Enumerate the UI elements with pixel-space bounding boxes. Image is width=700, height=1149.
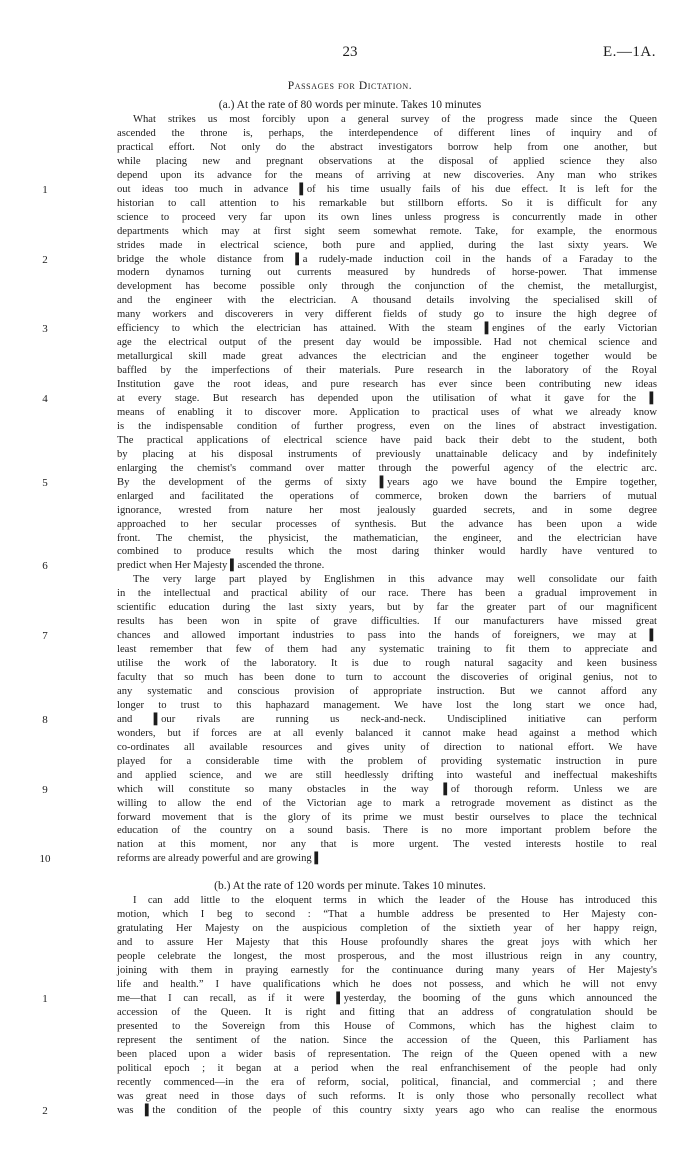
text-line: utilise the work of the laboratory. It is due to rough natural sagacity and keen business — [117, 658, 657, 670]
text-line: ignorance, wrested from nature her most jealously guarded secrets, and in some degree — [117, 504, 657, 516]
line-marker: 9 — [42, 783, 48, 796]
text-line: any systematic and conscious provision of appropriate instruction. But we cannot afford any — [117, 685, 657, 697]
text-line: out ideas too much in advance ▌of his time usually fails of his due effect. It is left for the — [117, 183, 657, 195]
text-line: enlarged and facilitated the operations of commerce, broken down the barriers of mutual — [117, 490, 657, 502]
text-line: predict when Her Majesty ▌ascended the throne. — [117, 560, 325, 572]
text-line: modern dynamos turning out currents measured by hundreds of horse-power. That immense — [117, 267, 657, 279]
text-line: me—that I can recall, as if it were ▌yesterday, the booming of the guns which announced the — [117, 993, 657, 1004]
line-marker: 6 — [42, 560, 48, 573]
text-line: metallurgical skill made great advances the electrician and the engineer together would be — [117, 351, 657, 363]
text-line: and ▌our rivals are running us neck-and-neck. Undisciplined initiative can perform — [117, 713, 657, 725]
text-line: is the indispensable condition of further progress, even on the lines of abstract investigation. — [117, 420, 657, 432]
text-line: forward movement that is the glory of its prime we must bestir ourselves to place the technical — [117, 811, 657, 823]
text-line: people celebrate the longest, the most prosperous, and the most illustrious reign in any country, — [117, 951, 657, 962]
text-line: accession of the Queen. It is right and fitting that an address of congratulation should be — [117, 1007, 657, 1018]
text-line: life and health.” I have qualifications which he does not possess, and which he will not envy — [117, 979, 657, 990]
text-line: front. The chemist, the physicist, the mathematician, the engineer, and the electrician have — [117, 532, 657, 544]
line-marker: 10 — [39, 853, 51, 866]
text-line: historian to call attention to his remarkable but stillborn efforts. So it is difficult for any — [117, 197, 657, 209]
text-line: baffled by the imperfections of their materials. Pure research in the laboratory of the Royal — [117, 365, 657, 377]
text-line: which will constitute so many obstacles in the way ▌of thorough reform. Unless we are — [117, 783, 657, 795]
text-line: development has become possible only through the conjunction of the chemist, the metallurgist, — [117, 281, 657, 293]
text-line: practical effort. Not only do the abstract investigators borrow help from one another, but — [117, 141, 657, 153]
passage-b-subheading: (b.) At the rate of 120 words per minute. Takes 10 minutes. — [214, 880, 486, 892]
text-line: science to proceed very far upon its own lines unless progress is concurrently made in other — [117, 211, 657, 223]
text-line: age the electrical output of the present day would be impossible. Had not chemical science and — [117, 337, 657, 349]
line-marker: 2 — [42, 253, 48, 266]
text-line: approached to her secular processes of synthesis. But the advance has been upon a wide — [117, 518, 657, 530]
text-line: longer to trust to this haphazard management. We have lost the long start we once had, — [117, 699, 657, 711]
text-line: faculty that so much has been done to turn to account the discoveries of original genius, not to — [117, 672, 657, 683]
line-marker: 8 — [42, 713, 48, 726]
page-number: 23 — [342, 44, 358, 60]
text-line: depend upon its advance for the means of arriving at new discoveries. Any man who strikes — [117, 169, 657, 181]
text-line: political epoch ; it began at a period when the real enfranchisement of the people had only — [117, 1063, 657, 1074]
text-line: presented to the Sovereign from this House of Commons, which has the highest claim to — [117, 1021, 657, 1032]
text-line: co-ordinates all available resources and gives unity of direction to national effort. We have — [117, 741, 657, 753]
text-line: in the intellectual and practical ability of our race. There has been a gradual improvement in — [117, 588, 657, 600]
text-line: departments which may at first sight seem somewhat remote. Take, for example, the enormous — [117, 225, 657, 237]
text-line: recently commenced—in the era of reform, social, political, financial, and commercial ; and there — [117, 1077, 657, 1088]
text-line: played for a considerable time with the problem of providing systematic instruction in pure — [117, 755, 657, 767]
text-line: combined to produce results which the most daring thinker would hardly have ventured to — [117, 546, 657, 558]
text-line: joining with them in praying earnestly for the continuance during many years of Her Majesty's — [117, 965, 657, 976]
line-marker: 1 — [42, 183, 48, 196]
text-line: efficiency to which the electrician has attained. With the steam ▌engines of the early Victorian — [117, 323, 657, 335]
text-line: The practical applications of electrical science have paid back their debt to the student, both — [117, 434, 657, 446]
text-line: strides made in electrical science, both pure and applied, during the last sixty years. We — [117, 239, 657, 251]
text-line: enlarging the chemist's command over matter through the powerful agency of the electric arc. — [117, 462, 657, 474]
text-line: I can add little to the eloquent terms in which the leader of the House has introduced this — [133, 895, 657, 906]
text-line: Institution gave the root ideas, and pure research has ever since been contributing new ideas — [117, 379, 657, 391]
text-line: bridge the whole distance from ▌a rudely-made induction coil in the hands of a Faraday to the — [117, 253, 657, 265]
text-line: and to assure Her Majesty that this House profoundly shares the great joys with which her — [117, 937, 657, 948]
text-line: ascended the throne is, perhaps, the interdependence of different lines of inquiry and of — [117, 127, 657, 139]
text-line: at every stage. But research has depended upon the utilisation of what it gave for the ▌ — [117, 393, 657, 404]
line-marker: 5 — [42, 476, 48, 489]
text-line: represent the sentiment of the nation. Since the accession of the Queen, this Parliament has — [117, 1035, 657, 1046]
text-line: many workers and discoverers in very different fields of study go to insure the high degree of — [117, 309, 657, 321]
text-line: been placed upon a wider basis of representation. The reign of the Queen opened with a new — [117, 1049, 657, 1060]
line-marker: 3 — [42, 323, 48, 336]
text-line: gratulating Her Majesty on the auspicious completion of the sixtieth year of her happy reign, — [117, 923, 657, 934]
passage-a-subheading: (a.) At the rate of 80 words per minute. Takes 10 minutes — [218, 99, 482, 111]
text-line: and the engineer with the electrician. A thousand details involving the specialised skill of — [117, 295, 657, 307]
text-line: and applied science, and we are still heedlessly drifting into wasteful and ineffectual makeshifts — [117, 769, 657, 781]
text-line: The very large part played by Englishmen in this advance may well consolidate our faith — [133, 574, 657, 586]
text-line: was great need in those days of such reforms. It is only those who personally recollect what — [117, 1091, 657, 1102]
text-line: By the development of the germs of sixty ▌years ago we have bound the Empire together, — [117, 476, 657, 488]
text-line: results has been won in spite of grave difficulties. If our manufacturers have missed great — [117, 616, 657, 628]
line-marker: 4 — [42, 393, 48, 405]
text-line: wonders, but if forces are at all evenly balanced it cannot make head against a method which — [117, 727, 657, 739]
line-marker: 7 — [42, 630, 48, 643]
line-marker: 2 — [42, 1105, 48, 1117]
text-line: while placing new and pregnant observations at the disposal of applied science they also — [117, 155, 657, 167]
text-line: least remember that few of them had any systematic training to fit them to appreciate and — [117, 644, 657, 656]
text-line: was ▌the condition of the people of this country sixty years ago who can realise the enormous — [117, 1105, 657, 1116]
text-line: motion, which I beg to second : “That a humble address be presented to Her Majesty con- — [117, 909, 657, 920]
text-line: education of the country on a sound basis. There is no more important problem before the — [117, 825, 657, 837]
text-line: scientific education during the last sixty years, but by far the greater part of our magnificent — [117, 602, 657, 614]
text-line: reforms are already powerful and are growing ▌ — [117, 853, 322, 865]
text-line: nation at this moment, nor any that is more urgent. The vested interests hostile to real — [117, 839, 657, 851]
text-line: by placing at his disposal instruments of previously unattainable delicacy and by indefinitely — [117, 448, 657, 460]
document-reference: E.—1A. — [603, 44, 656, 60]
line-marker: 1 — [42, 993, 48, 1005]
section-heading: Passages for Dictation. — [287, 80, 413, 92]
text-line: willing to allow the end of the Victorian age to mark a retrograde movement as distinct as the — [117, 797, 657, 809]
text-line: chances and allowed important industries to pass into the hands of foreigners, we may at ▌ — [117, 630, 657, 642]
text-line: means of enabling it to discover more. Application to practical uses of what we already know — [117, 406, 657, 418]
text-line: What strikes us most forcibly upon a general survey of the progress made since the Queen — [133, 114, 657, 125]
